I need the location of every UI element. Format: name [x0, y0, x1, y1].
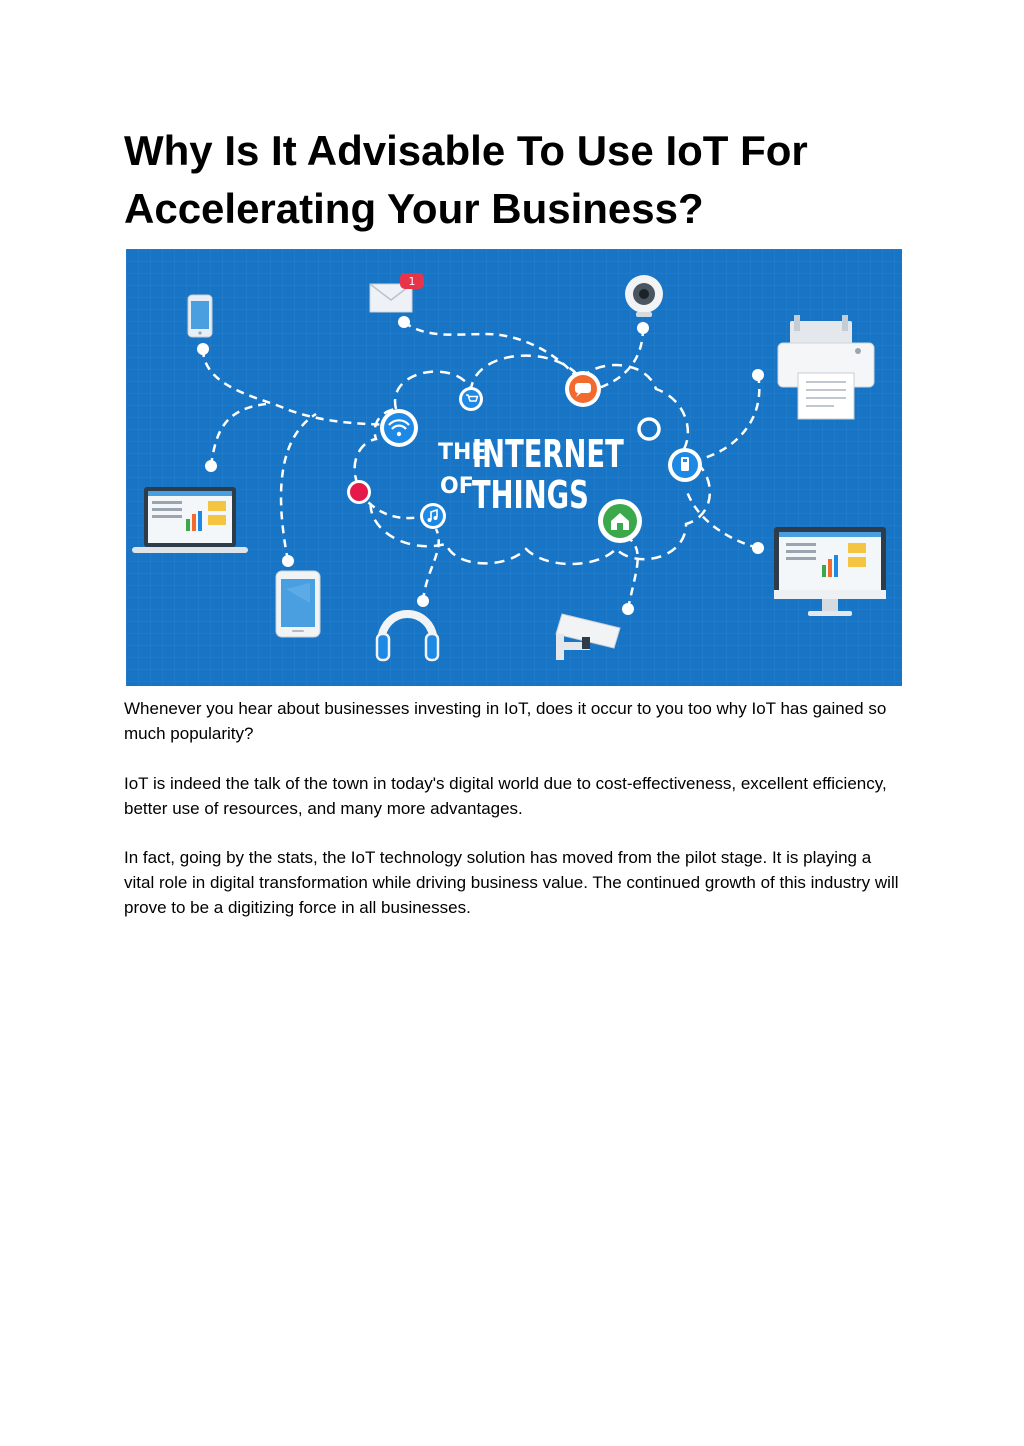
home-icon [598, 499, 642, 543]
wifi-icon [380, 409, 418, 447]
tablet-icon [276, 571, 320, 637]
laptop-icon [132, 487, 248, 553]
headline-of: OF [440, 474, 474, 499]
shopping-cart-icon [459, 387, 483, 411]
headline-internet: INTERNET [472, 431, 624, 477]
headline-the: THE [438, 440, 487, 465]
notification-badge [400, 273, 424, 289]
headline-things: THINGS [472, 472, 589, 518]
red-node [347, 480, 371, 504]
page-title: Why Is It Advisable To Use IoT For Accelerating Your Business? [124, 127, 808, 232]
music-note-icon [420, 503, 446, 529]
smartphone-icon [188, 295, 212, 337]
iot-illustration [126, 249, 902, 686]
paragraph-2: IoT is indeed the talk of the town in today's digital world due to cost-effectiveness, excellent efficiency, better use of resources, and many more advantages. [124, 774, 887, 818]
chat-icon [565, 371, 601, 407]
notification-count: 1 [408, 275, 416, 288]
paragraph-3: In fact, going by the stats, the IoT technology solution has moved from the pilot stage. It is playing a vital role in digital transformation while driving business value. The continued growth of this industry will prove to be a digitizing force in all businesses. [124, 848, 899, 917]
usb-icon [668, 448, 702, 482]
paragraph-1: Whenever you hear about businesses investing in IoT, does it occur to you too why IoT has gained so much popularity? [124, 699, 887, 743]
